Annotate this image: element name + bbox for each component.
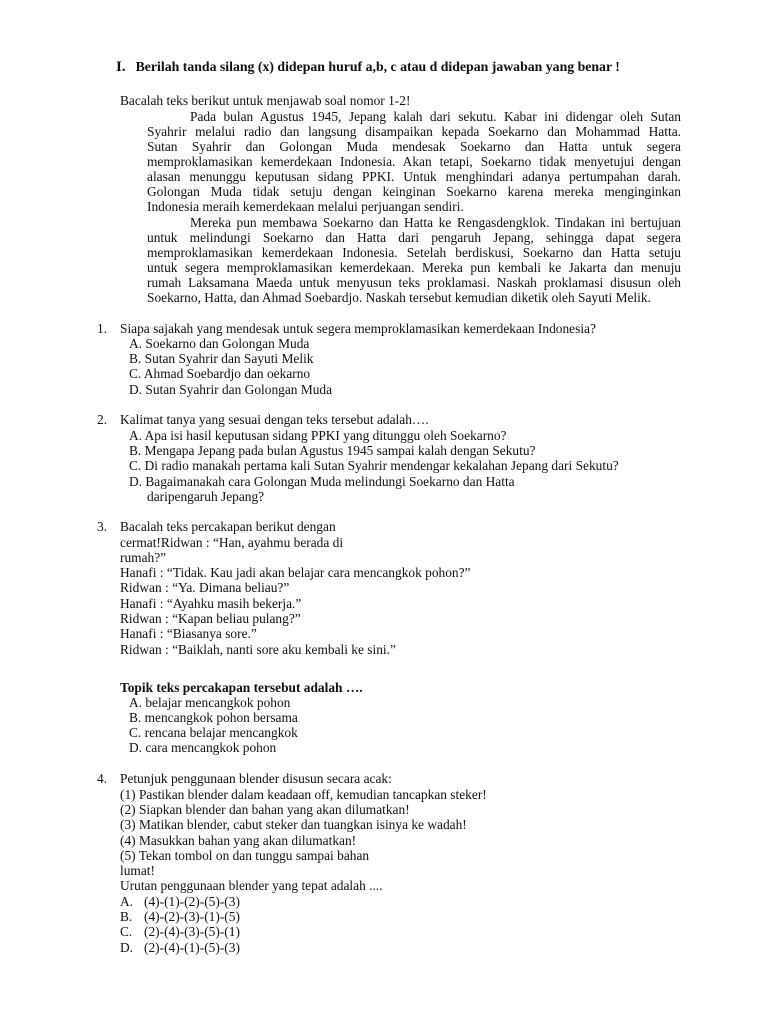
dialogue-line: Ridwan : “Baiklah, nanti sore aku kembali ke sini.” [120,642,396,657]
option-letter: A. [120,894,134,909]
answer-option[interactable] [120,894,240,910]
option-letter: B. [120,909,133,924]
instruction-step: lumat! [120,863,155,878]
question-number: 4. [97,771,108,786]
instruction-step: (5) Tekan tombol on dan tunggu sampai bahan [120,848,370,863]
dialogue-line: Ridwan : “Kapan beliau pulang?” [120,611,301,626]
option-text: (2)-(4)-(3)-(5)-(1) [144,924,240,939]
question-1-text: Siapa sajakah yang mendesak untuk segera memproklamasikan kemerdekaan Indonesia? [120,321,596,336]
passage-line: memproklamasikan kemerdekaan Indonesia. Setelah berdiskusi, Soekarno dan Hatta setuju [147,245,681,260]
answer-option[interactable]: B. Mengapa Jepang pada bulan Agustus 1945 sampai kalah dengan Sekutu? [129,443,536,458]
passage-line: Pada bulan Agustus 1945, Jepang kalah dari sekutu. Kabar ini didengar oleh Sutan [190,109,681,124]
option-letter: C. [120,924,133,939]
question-number: 1. [97,321,108,336]
answer-option[interactable]: A. belajar mencangkok pohon [129,695,291,710]
passage-line: untuk segera memproklamasikan kemerdekaan. Mereka pun kembali ke Jakarta dan menuju [147,260,681,275]
question-number: 3. [97,519,108,534]
answer-option[interactable]: D. cara mencangkok pohon [129,740,277,755]
question-4-prompt: Urutan penggunaan blender yang tepat adalah .... [120,878,383,893]
instruction-step: (1) Pastikan blender dalam keadaan off, kemudian tancapkan steker! [120,787,487,802]
answer-option[interactable] [120,909,240,925]
dialogue-line: Hanafi : “Ayahku masih bekerja.” [120,596,302,611]
answer-option[interactable] [120,924,240,940]
answer-option[interactable]: A. Soekarno dan Golongan Muda [129,336,310,351]
answer-option[interactable]: C. Ahmad Soebardjo dan oekarno [129,366,311,381]
dialogue-line: cermat!Ridwan : “Han, ayahmu berada di [120,535,344,550]
passage-line: rumah Laksamana Maeda untuk menyusun teks proklamasi. Naskah proklamasi disusun oleh [147,275,681,290]
section-roman-numeral: I. [116,59,126,75]
question-4-line: Petunjuk penggunaan blender disusun secara acak: [120,771,392,786]
answer-option[interactable]: A. Apa isi hasil keputusan sidang PPKI yang ditunggu oleh Soekarno? [129,428,507,443]
option-text: (2)-(4)-(1)-(5)-(3) [144,940,240,955]
answer-option[interactable]: D. Bagaimanakah cara Golongan Muda melindungi Soekarno dan Hatta [129,474,515,489]
dialogue-line: rumah?” [120,550,167,565]
question-2-text: Kalimat tanya yang sesuai dengan teks tersebut adalah…. [120,412,429,427]
passage-line: alasan menunggu keputusan sidang PPKI. Untuk menghindari adanya pertumpahan darah. [147,169,681,184]
answer-option[interactable]: D. Sutan Syahrir dan Golongan Muda [129,382,333,397]
question-number: 2. [97,412,108,427]
instruction-step: (3) Matikan blender, cabut steker dan tuangkan isinya ke wadah! [120,817,467,832]
passage-intro: Bacalah teks berikut untuk menjawab soal nomor 1-2! [120,93,411,108]
passage-line: Golongan Muda tidak setuju dengan keinginan Soekarno karena mereka menginginkan [147,184,681,199]
question-3-topic: Topik teks percakapan tersebut adalah …. [120,680,363,695]
dialogue-line: Hanafi : “Biasanya sore.” [120,626,257,641]
passage-line: Syahrir melalui radio dan langsung disampaikan kepada Soekarno dan Mohammad Hatta. [147,124,681,139]
answer-option[interactable] [120,940,240,956]
answer-option[interactable]: B. mencangkok pohon bersama [129,710,298,725]
answer-option[interactable]: B. Sutan Syahrir dan Sayuti Melik [129,351,314,366]
passage-line: memproklamasikan kemerdekaan Indonesia. Akan tetapi, Soekarno tidak menyetujui dengan [147,154,681,169]
passage-line: untuk melindungi Soekarno dan Hatta dari pengaruh Jepang, sehingga dapat segera [147,230,681,245]
instruction-step: (4) Masukkan bahan yang akan dilumatkan! [120,833,357,848]
passage-line: Indonesia meraih kemerdekaan melalui perjuangan sendiri. [147,199,464,214]
option-letter: D. [120,940,134,955]
passage-line: Sutan Syahrir dan Golongan Muda mendesak Soekarno dan Hatta untuk segera [147,139,681,154]
dialogue-line: Ridwan : “Ya. Dimana beliau?” [120,580,290,595]
answer-option-continuation: daripengaruh Jepang? [147,489,265,504]
section-instruction: Berilah tanda silang (x) didepan huruf a,b, c atau d didepan jawaban yang benar ! [135,59,620,74]
section-heading [116,59,620,75]
instruction-step: (2) Siapkan blender dan bahan yang akan dilumatkan! [120,802,410,817]
answer-option[interactable]: C. Di radio manakah pertama kali Sutan Syahrir mendengar kekalahan Jepang dari Sekutu? [129,458,619,473]
option-text: (4)-(2)-(3)-(1)-(5) [144,909,240,924]
option-text: (4)-(1)-(2)-(5)-(3) [144,894,240,909]
dialogue-line: Hanafi : “Tidak. Kau jadi akan belajar cara mencangkok pohon?” [120,565,471,580]
passage-line: Soekarno, Hatta, dan Ahmad Soebardjo. Naskah tersebut kemudian diketik oleh Sayuti Melik. [147,290,651,305]
question-3-line: Bacalah teks percakapan berikut dengan [120,519,336,534]
answer-option[interactable]: C. rencana belajar mencangkok [129,725,298,740]
passage-line: Mereka pun membawa Soekarno dan Hatta ke Rengasdengklok. Tindakan ini bertujuan [190,215,681,230]
